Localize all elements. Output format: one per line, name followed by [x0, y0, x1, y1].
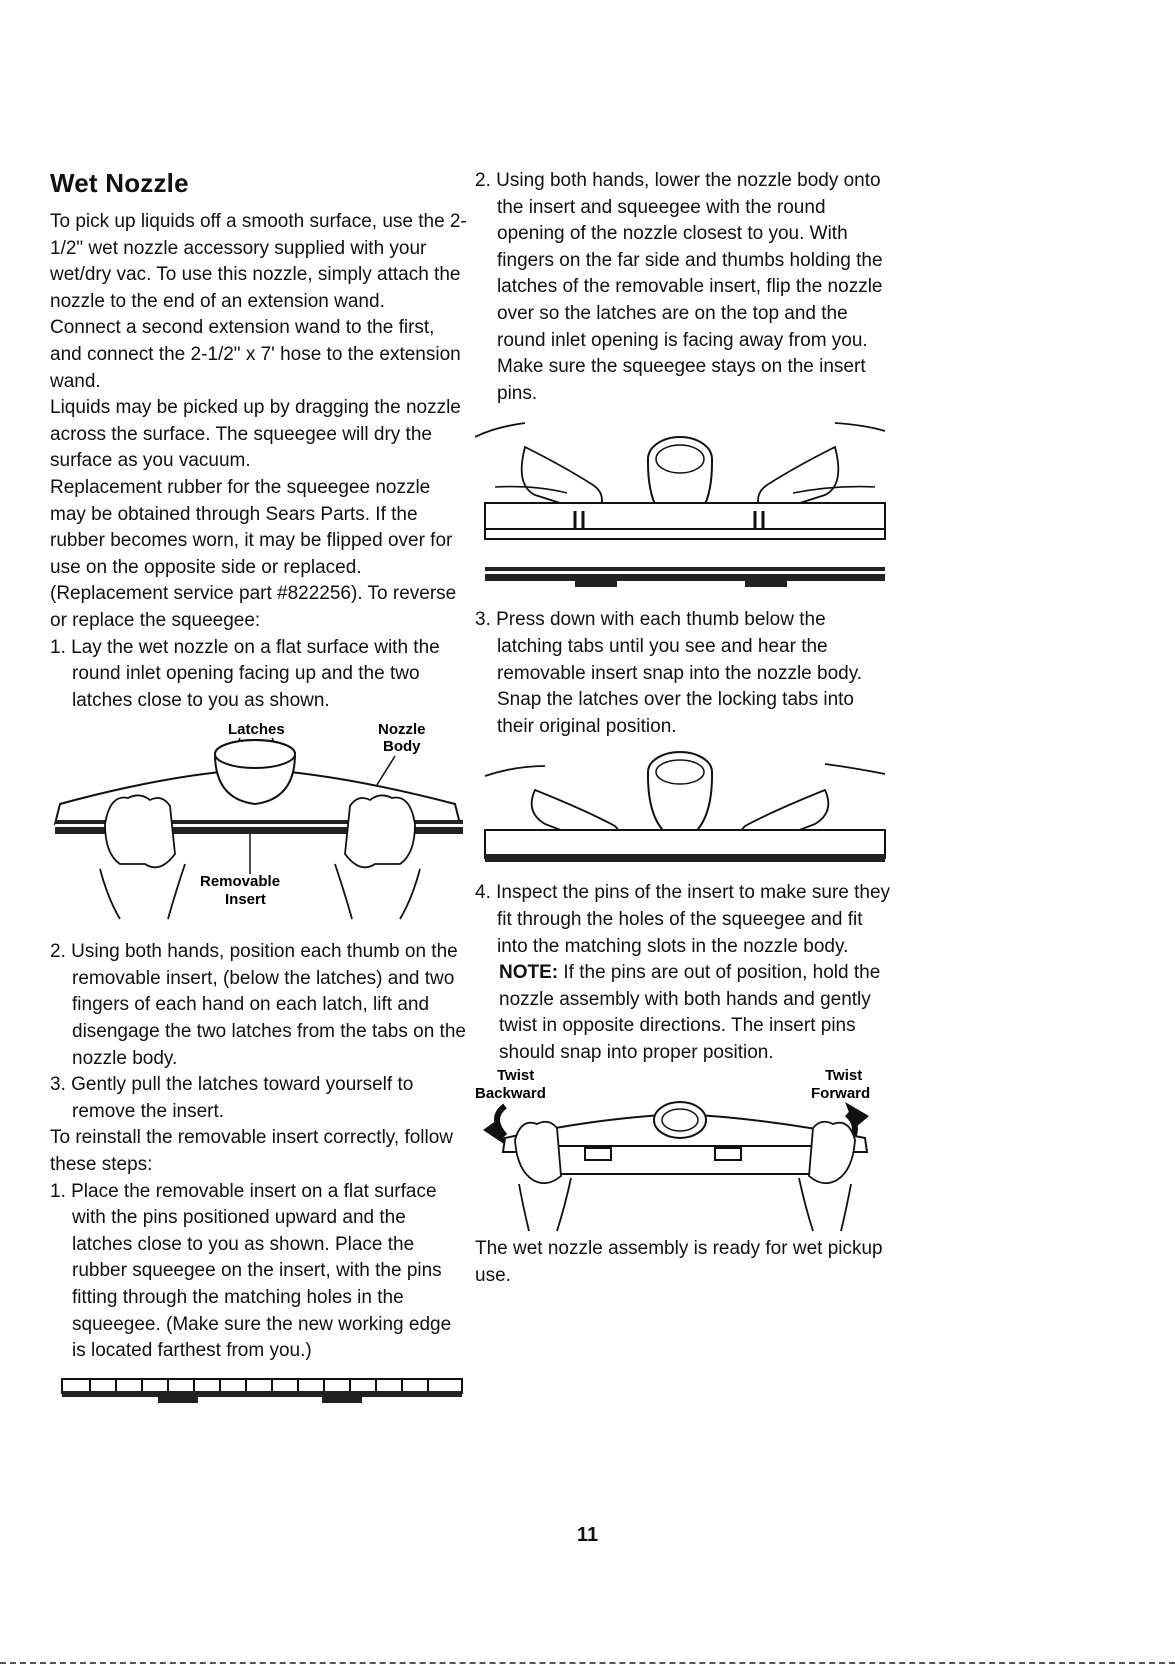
intro-paragraph: To pick up liquids off a smooth surface, use the 2-1/2" wet nozzle accessory supplied with your wet/dry vac. To use this nozzle, simply attach the nozzle to the end of an extension wand. — [50, 211, 467, 312]
step-4-inspect: 4. Inspect the pins of the insert to make sure they fit through the holes of the squeegee and fit into the matching slots in the nozzle body. — [475, 882, 891, 957]
replacement-paragraph: Replacement rubber for the squeegee nozzle may be obtained through Sears Parts. If the rubber becomes worn, it may be flipped over for use on the opposite side or replaced. (Replacement service part #822256). To reverse or replace the squeegee: — [50, 476, 457, 631]
note-paragraph — [475, 960, 895, 1066]
page-number: 11 — [576, 1524, 599, 1546]
left-column — [50, 168, 470, 1415]
label-nozzle: Nozzle — [378, 721, 426, 739]
figure-press-thumbs — [475, 740, 895, 880]
step-2-reinstall: 2. Using both hands, lower the nozzle body onto the insert and squeegee with the round opening of the nozzle closest to you. With fingers on the far side and thumbs holding the latches of the removable insert, flip the nozzle over so the latches are on the top and the round inlet opening is facing away from you. Make sure the squeegee stays on the insert pins. — [475, 170, 883, 404]
step-1-reinstall: 1. Place the removable insert on a flat surface with the pins positioned upward and the latches close to you as shown. Place the rubber squeegee on the insert, with the pins fitting through the matching holes in the squeegee. (Make sure the new working edge is located farthest from you.) — [50, 1180, 452, 1362]
step-3-remove: 3. Gently pull the latches toward yourself to remove the insert. — [50, 1074, 414, 1122]
label-latches: Latches — [228, 721, 285, 739]
label-forward: Forward — [811, 1085, 871, 1103]
step-3-reinstall: 3. Press down with each thumb below the latching tabs until you see and hear the removable insert snap into the nozzle body. Snap the latches over the locking tabs into their original position. — [475, 609, 863, 737]
label-backward: Backward — [475, 1085, 546, 1103]
label-twist-left: Twist — [497, 1067, 535, 1085]
figure-twist — [475, 1066, 895, 1236]
note-label: NOTE: — [499, 962, 559, 984]
label-removable: Removable — [200, 873, 281, 891]
section-title: Wet Nozzle — [50, 168, 189, 198]
label-insert: Insert — [225, 891, 266, 909]
figure-nozzle-latches — [50, 714, 470, 939]
note-text: If the pins are out of position, hold the nozzle assembly with both hands and gently twist in opposite directions. The insert pins should snap into proper position. — [499, 962, 881, 1063]
liquids-paragraph: Liquids may be picked up by dragging the nozzle across the surface. The squeegee will dry the surface as you vacuum. — [50, 397, 461, 472]
label-twist-right: Twist — [825, 1067, 863, 1085]
reinstall-paragraph: To reinstall the removable insert correctly, follow these steps: — [50, 1127, 454, 1176]
step-1-remove: 1. Lay the wet nozzle on a flat surface with the round inlet opening facing up and the two latches close to you as shown. — [50, 636, 440, 711]
step-2-remove: 2. Using both hands, position each thumb on the removable insert, (below the latches) and two fingers of each hand on each latch, lift and disengage the two latches from the tabs on the nozzle body. — [50, 941, 466, 1069]
page-bottom-rule — [0, 1662, 1175, 1664]
label-body: Body — [383, 738, 421, 756]
figure-insert-bar — [50, 1365, 470, 1415]
closing-paragraph: The wet nozzle assembly is ready for wet pickup use. — [475, 1238, 883, 1287]
figure-lower-nozzle — [475, 407, 895, 607]
connect-paragraph: Connect a second extension wand to the first, and connect the 2-1/2" x 7' hose to the extension wand. — [50, 317, 461, 392]
right-column — [475, 168, 895, 1290]
